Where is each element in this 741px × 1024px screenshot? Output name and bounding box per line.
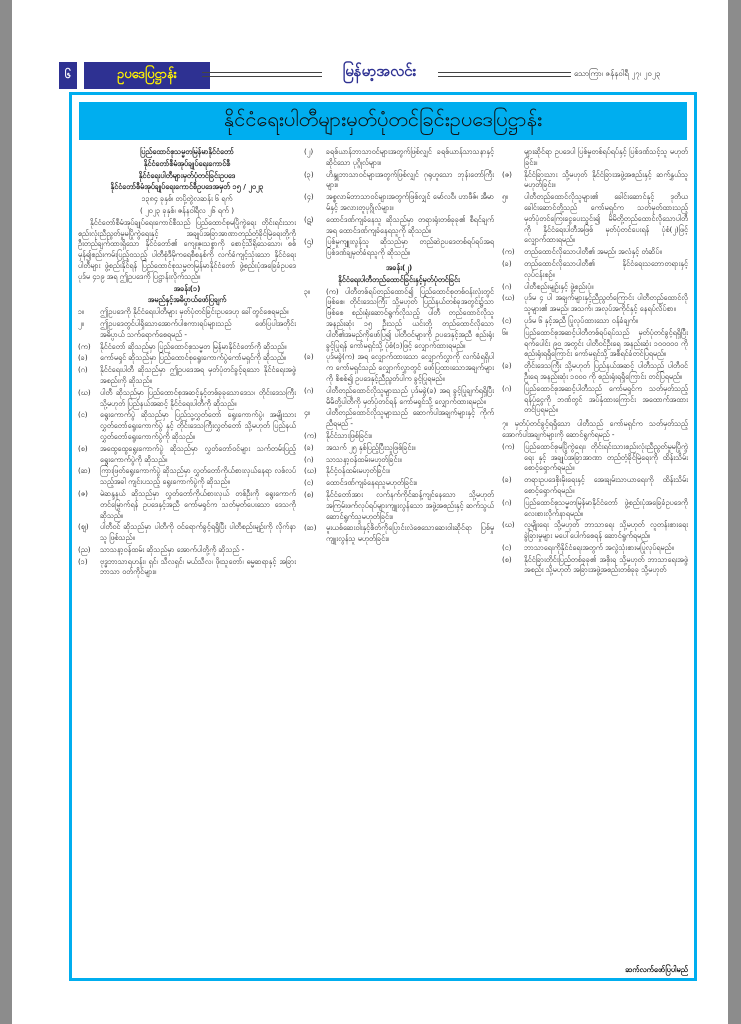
clause-text: ပါတီ ဆိုသည်မှာ ပြည်ထောင်စုအဆင့်နှင့်တစ်ခုခုသောဒေသ၊ တိုင်းဒေသကြီး သို့မဟုတ် ပြည်နယ်အဆင့် နိုင်ငံရေးပါတီကို ဆိုသည်။ [100, 387, 296, 408]
heading-line: ( ၂၀၂၃ ခုနှစ်၊ ဇန်နဝါရီလ ၂၆ ရက် ) [140, 205, 234, 215]
section-label: ဥပဒေပြဋ္ဌာန်း [84, 62, 210, 89]
clause-item [502, 247, 688, 258]
chapter-title: နိုင်ငံရေးပါတီတည်ထောင်ခြင်းနှင့်မှတ်ပုံတင်ခြင်း [338, 274, 460, 284]
heading-line: နိုင်ငံရေးပါတီများမှတ်ပုံတင်ခြင်းဥပဒေ [138, 170, 236, 180]
clause-item [502, 316, 688, 327]
clause-number: (ဋ) [304, 214, 314, 224]
clause-text: နိုင်ငံခြားသား သို့မဟုတ် နိုင်ငံခြားအဖွဲ့အစည်းနှင့် ဆက်နွှယ်သူ မဟုတ်ခြင်း။ [524, 169, 688, 190]
clause-item [78, 319, 296, 341]
preamble: နိုင်ငံတော်စီမံအုပ်ချုပ်ရေးကောင်စီသည် ပြည်ထောင်စုမပြိုကွဲရေး တိုင်းရင်းသားစည်းလုံးညီညွတ်မှုမပြိုကွဲရေးနှင့် အချုပ်အခြာအာဏာတည်တံ့ခိုင်မြဲရေးတို့ကို ဦးတည်ချက်ထားရှိသော နိုင်ငံတော်၏ ကျေးဇူးသစ္စာကို စောင့်သိရိုသေသော၊ စစ်မှန်၍စည်းကမ်းပြည့်ဝသည့် ပါတီစုံဒီမိုကရေစီစနစ်ကို လက်ခံကျင့်သုံးသော နိုင်ငံရေးပါတီများ ဖွဲ့စည်းနိုင်ရန် ပြည်ထောင်စုသမ္မတမြန်မာနိုင်ငံတော် ဖွဲ့စည်းပုံအခြေခံဥပဒေပုဒ်မ ၄၁၉ အရ ဤဥပဒေကို ပြဋ္ဌာန်းလိုက်သည်။ [78, 217, 296, 281]
clause-text: ပုဒ်မခွဲ(က) အရ လျှောက်ထားသော လျှောက်လွှာကို လက်ခံရရှိပါက ကော်မရှင်သည် လျှောက်လွှာတွင် ဖော်ပြထားသောအချက်များကို စိစစ်၍ ဥပဒေနှင့်ညီညွတ်ပါက ခွင့်ပြုရမည်။ [326, 352, 494, 383]
clause-number: (က) [502, 247, 515, 257]
clause-text: မူးယစ်ဆေးဝါးနှင့်စိတ်ကိုပြောင်းလဲစေသောဆေးဝါးဆိုင်ရာ ပြစ်မှုကျူးလွန်သူ မဟုတ်ခြင်း။ [326, 523, 494, 544]
clause-text: ရွေးကောက်ပွဲ ဆိုသည်မှာ ပြည်သူ့လွှတ်တော် ရွေးကောက်ပွဲ၊ အမျိုးသားလွှတ်တော်ရွေးကောက်ပွဲ နှင့် တိုင်းဒေသကြီးလွှတ်တော် သို့မဟုတ် ပြည်နယ်လွှတ်တော်ရွေးကောက်ပွဲကို ဆိုသည်။ [100, 410, 296, 441]
clause-item [78, 307, 296, 318]
clause-number: (င) [78, 410, 88, 420]
clause-item [502, 555, 688, 577]
clause-text: ဤဥပဒေကို နိုင်ငံရေးပါတီများ မှတ်ပုံတင်ခြင်းဥပဒေဟု ခေါ်တွင်စေရမည်။ [100, 307, 289, 317]
clause-number: (ဈ) [78, 522, 89, 532]
clause-number: (စ) [78, 443, 88, 453]
clause-number: (က) [502, 441, 515, 451]
clause-text: မဲဆန္ဒနယ် ဆိုသည်မှာ လွှတ်တော်ကိုယ်စားလှယ် တစ်ဦးကို ရွေးကောက်တင်မြှောက်ရန် ဥပဒေနှင့်အညီ ကော်မရှင်က သတ်မှတ်ပေးသော ဒေသကို ဆိုသည်။ [100, 488, 296, 520]
clause-item [304, 408, 494, 430]
clause-item [502, 192, 688, 246]
heading-line: ၁၃၈၄ ခုနှစ်၊ တပို့တွဲလဆန်း ၆ ရက် [141, 194, 233, 204]
clause-item [304, 490, 494, 522]
clause-number: (ခ) [304, 442, 314, 452]
clause-item [304, 170, 494, 192]
clause-number: (ဂ) [304, 385, 314, 395]
clause-text: (က) ပါတီတစ်ရပ်တည်ထောင်၍ ပြည်ထောင်စုတစ်ဝန်းလုံးတွင်ဖြစ်စေ၊ တိုင်းဒေသကြီး သို့မဟုတ် ပြည်နယ်တစ်ခုအတွင်း၌သာဖြစ်စေ စည်းရုံးဆောင်ရွက်လိုသည့် ပါတီ တည်ထောင်လိုသူ အနည်းဆုံး ၁၅ ဦးသည် ယင်းတို့ တည်ထောင်လိုသော ပါတီ၏အမည်ကိုဖော်ပြ၍ ပါတီဝင်များကို ဥပဒေနှင့်အညီ စည်းရုံးခွင့်ပြုရန် ကော်မရှင်သို့ ပုံစံ(၁)ဖြင့် လျှောက်ထားရမည်။ [326, 286, 494, 350]
clause-item [78, 388, 296, 410]
clause-item [502, 442, 688, 474]
column-3 [502, 147, 688, 972]
clause-number: (ခ) [502, 258, 512, 268]
clause-number: (ဂ) [502, 383, 512, 393]
heading-line: နိုင်ငံတော်စီမံအုပ်ချုပ်ရေးကောင်စီ [143, 158, 231, 168]
clause-item [78, 342, 296, 353]
clause-item [502, 475, 688, 497]
clause-number: ၄။ [304, 408, 311, 418]
chapter-title: အမည်နှင့်အဓိပ္ပာယ်ဖော်ပြချက် [147, 295, 227, 305]
clause-text: ထောင်ဒဏ်ကျခံနေသူ ဆိုသည်မှာ တရားရုံးတစ်ခုခု၏ စီရင်ချက်အရ ထောင်ဒဏ်ကျခံနေရသူကို ဆိုသည်။ [326, 214, 494, 235]
clause-item [304, 523, 494, 545]
page-number: ၆ [59, 62, 77, 89]
clause-item [78, 545, 296, 556]
clause-item [502, 293, 688, 315]
clause-item [78, 522, 296, 544]
clause-intro: ၇။ မှတ်ပုံတင်ခွင့်ရရှိသော ပါတီသည် ကော်မရှင်က သတ်မှတ်သည့် အောက်ပါအချက်များကို ဆောင်ရွက်ရမည် - [502, 419, 688, 439]
clause-text: နိုင်ငံခြားတိုင်းပြည်တစ်ခုခု၏ အစိုးရ သို့မဟုတ် ဘာသာရေးအဖွဲ့အစည်း သို့မဟုတ် အခြားအဖွဲ့အစည်းတစ်ခုခု သို့မဟုတ် [524, 554, 688, 575]
header-rule [438, 72, 571, 77]
clause-number: (ခ) [78, 353, 88, 363]
clause-text: ပြစ်မှုကျူးလွန်သူ ဆိုသည်မှာ တည်ဆဲဥပဒေတစ်ရပ်ရပ်အရ ပြစ်ဒဏ်ချမှတ်ခံရသူကို ဆိုသည်။ [326, 237, 494, 258]
clause-item [304, 443, 494, 454]
clause-item [502, 543, 688, 554]
newspaper-name: မြန်မာ့အလင်း [342, 62, 417, 80]
clause-number: (ခ) [502, 475, 512, 485]
clause-item [502, 282, 688, 293]
clause-text: ပြည်ထောင်စုမပြိုကွဲရေး၊ တိုင်းရင်းသားစည်းလုံးညီညွတ်မှုမပြိုကွဲရေး နှင့် အချုပ်အခြာအာဏာ တည်တံ့ခိုင်မြဲရေးကို ထိန်းသိမ်းစောင့်ရှောက်ရမည်။ [524, 441, 688, 473]
clause-item [502, 520, 688, 542]
clause-text: တည်ထောင်လိုသောပါတီ၏ နိုင်ငံရေးသဘောတရားနှင့် လုပ်ငန်းစဉ်။ [524, 258, 688, 279]
clause-item [502, 498, 688, 520]
clause-item [304, 431, 494, 442]
clause-text: လူမျိုးရေး သို့မဟုတ် ဘာသာရေး သို့မဟုတ် လူတန်းစားရေး ခွဲခြားမှုများ မပေါ်ပေါက်စေရန် ဆောင်ရွက်ရမည်။ [524, 520, 688, 541]
clause-number: (ဌ) [304, 237, 314, 247]
clause-number: (ဂ) [502, 497, 512, 507]
clause-number: (စ) [304, 489, 314, 499]
clause-number: (ဃ) [78, 387, 91, 397]
clause-item [78, 466, 296, 488]
clause-item [78, 365, 296, 387]
clause-text: နိုင်ငံရေးပါတီ ဆိုသည်မှာ ဤဥပဒေအရ မှတ်ပုံတင်ခွင့်ရသော နိုင်ငံရေးအဖွဲ့အစည်းကို ဆိုသည်။ [100, 365, 296, 385]
clause-item [502, 147, 688, 169]
clause-number: (င) [502, 315, 512, 325]
heading-line: ပြည်ထောင်စုသမ္မတမြန်မာနိုင်ငံတော် [140, 147, 234, 156]
clause-number: (၃) [304, 169, 314, 179]
clause-text: သာသနာ့ဝန်ထမ်း ဆိုသည်မှာ အောက်ပါတို့ကို ဆိုသည် - [100, 544, 245, 554]
clause-item [304, 478, 494, 489]
clause-text: နိုင်ငံ့ဝန်ထမ်းမဟုတ်ခြင်း။ [326, 466, 390, 476]
clause-item [304, 147, 494, 169]
chapter-number: အခန်း(၂) [385, 262, 413, 272]
clause-text: ပုဒ်မ ၄ ပါ အချက်များနှင့်ညီညွတ်ကြောင်း ပါတီတည်ထောင်လိုသူများ၏ အမည်၊ အသက်၊ အလုပ်အကိုင်နှင့် နေရပ်လိပ်စာ။ [524, 293, 688, 314]
clause-text: အစ္စလာမ်ဘာသာဝင်များအတွက်ဖြစ်လျှင် မော်လဝီ၊ ဟာဖီဇ်၊ အီမာမ်နှင့် အလားတူပုဂ္ဂိုလ်များ။ [326, 192, 494, 212]
clause-text: ပါတီစည်းမျဉ်းနှင့် ဖွဲ့စည်းပုံ။ [524, 281, 594, 291]
clause-number: (ည) [78, 544, 91, 554]
clause-number: (င) [502, 542, 512, 552]
clause-number: (၂) [304, 147, 314, 156]
clause-item [304, 352, 494, 384]
clause-item [502, 328, 688, 360]
clause-text: ပါတီတည်ထောင်လိုသူများသည် ပုဒ်မခွဲ(ခ) အရ ခွင့်ပြုချက်ရရှိပြီး မိမိတို့ပါတီကို မှတ်ပုံတင်ရန် ကော်မရှင်သို့ လျှောက်ထားရမည်။ [326, 385, 494, 406]
clause-text: ပါတီတည်ထောင်လိုသူများ၏ ခေါင်းဆောင်နှင့် ဒုတိယခေါင်းဆောင်တို့သည် ကော်မရှင်က သတ်မှတ်ထားသည့် မှတ်ပုံတင်ကြေးငွေပေးသွင်း၍ မိမိတို့တည်ထောင်လိုသောပါတီကို နိုင်ငံရေးပါတီအဖြစ် မှတ်ပုံတင်ပေးရန် ပုံစံ(၂)ဖြင့် လျှောက်ထားရမည်။ [524, 192, 688, 245]
clause-number: (ဆ) [78, 466, 91, 476]
clause-text: အသက် ၂၅ နှစ်ပြည့်ပြီးသူဖြစ်ခြင်း။ [326, 442, 416, 452]
chapter-number: အခန်း(၁) [173, 283, 201, 293]
clause-number: (စ) [502, 554, 512, 564]
article-title: နိုင်ငံရေးပါတီများမှတ်ပုံတင်ခြင်းဥပဒေပြဋ္ဌာန်း [79, 102, 687, 140]
clause-text: ပါတီတည်ထောင်လိုသူများသည် ဆောက်ပါအချက်များနှင့် ကိုက်ညီရမည် - [326, 408, 494, 429]
clause-text: ပြည်ထောင်စုသမ္မတမြန်မာနိုင်ငံတော် ဖွဲ့စည်းပုံအခြေခံဥပဒေကို လေးစားလိုက်နာရမည်။ [524, 497, 688, 518]
clause-text: ကော်မရှင် ဆိုသည်မှာ ပြည်ထောင်စုရွေးကောက်ပွဲကော်မရှင်ကို ဆိုသည်။ [100, 353, 287, 363]
clause-text: ဘာသာရေးကိုနိုင်ငံရေးအတွက် အလွဲသုံးစားမပြုလုပ်ရမည်။ [524, 542, 674, 552]
clause-number: (ဂ) [78, 365, 88, 375]
column-1 [78, 147, 296, 972]
clause-text: ခရစ်ယာန်ဘာသာဝင်များအတွက်ဖြစ်လျှင် ခရစ်ယာန်သာသနာနှင့်ဆိုင်သော ပုဂ္ဂိုလ်များ။ [326, 147, 494, 167]
clause-number: (ဇ) [502, 169, 512, 179]
clause-text: ပုဒ်မ ၆ နှင့်အညီ ပြုလုပ်ထားသော ဝန်ခံချက်။ [524, 315, 638, 325]
clause-text: သာသနာ့ဝန်ထမ်းမဟုတ်ခြင်း။ [326, 454, 402, 464]
header-rule [202, 72, 322, 77]
clause-number: (က) [78, 341, 91, 351]
clause-item [78, 410, 296, 442]
clause-number: (က) [304, 430, 317, 440]
clause-item [304, 386, 494, 408]
clause-text: နိုင်ငံတော် ဆိုသည်မှာ ပြည်ထောင်စုသမ္မတ မြန်မာနိုင်ငံတော်ကို ဆိုသည်။ [100, 341, 287, 351]
clause-number: (ဂ) [304, 454, 314, 464]
clause-item [78, 444, 296, 466]
clause-text: ဟိန္ဒူဘာသာဝင်များအတွက်ဖြစ်လျှင် ဂုရုဟူသော ဘုန်းတော်ကြီးများ။ [326, 169, 494, 190]
clause-number: (၄) [304, 192, 314, 202]
clause-text: ပါတီဝင် ဆိုသည်မှာ ပါတီကို ဝင်ရောက်ခွင့်ရရှိပြီး ပါတီစည်းမျဉ်းကို လိုက်နာသူ ဖြစ်သည်။ [100, 522, 296, 543]
clause-number: ၂။ [78, 318, 84, 328]
heading-line: နိုင်ငံတော်စီမံအုပ်ချုပ်ရေးကောင်စီဥပဒေအမှတ် ၁၅ / ၂၀၂၃ [110, 182, 264, 192]
clause-text: တရားဥပဒေစိုးမိုးရေးနှင့် အေးချမ်းသာယာရေးကို ထိန်းသိမ်းစောင့်ရှောက်ရမည်။ [524, 475, 688, 495]
clause-text: ဗုဒ္ဓဘာသာရဟန်း၊ ရှင်၊ သီလရှင်၊ မယ်သီလ၊ ဖိုးသူတော်၊ ဓမ္မဆရာနှင့် အခြားဘာသာ ဝတ်ကိုင်များ။ [100, 556, 296, 577]
clause-item [304, 192, 494, 214]
clause-item [502, 170, 688, 192]
clause-number: (င) [304, 478, 314, 488]
clause-number: (ဆ) [304, 523, 317, 533]
clause-number: (ခ) [304, 352, 314, 362]
clause-item [304, 237, 494, 259]
clause-text: ပြည်ထောင်စုအဆင့်ပါတီသည် ကော်မရှင်က သတ်မှတ်သည့် ရန်ပုံငွေကို ဘဏ်တွင် အပ်နှံထားကြောင်း အထောက်အထားတင်ပြရမည်။ [524, 383, 688, 415]
clause-number: (ဃ) [502, 293, 515, 303]
clause-text: ကြားဖြတ်ရွေးကောက်ပွဲ ဆိုသည်မှာ လွှတ်တော်ကိုယ်စားလှယ်နေရာ လစ်လပ်သည့်အခါ ကျင်းပသည့် ရွေးကောက်ပွဲကို ဆိုသည်။ [100, 466, 296, 487]
clause-number: (ဃ) [502, 520, 515, 530]
clause-item [502, 259, 688, 281]
column-2 [304, 147, 494, 972]
clause-item [78, 489, 296, 521]
clause-item [502, 384, 688, 416]
newspaper-page [12, 0, 728, 1024]
clause-number: ၁။ [78, 307, 85, 317]
clause-text: အထွေထွေရွေးကောက်ပွဲ ဆိုသည်မှာ လွှတ်တော်ဝင်များ သက်တမ်းပြည့်ရွေးကောက်ပွဲကို ဆိုသည်။ [100, 443, 296, 464]
clause-text: နိုင်ငံတော်အား လက်နက်ကိုင်ဆန့်ကျင်နေသော သို့မဟုတ် အကြမ်းဖက်လုပ်ရပ်များကျူးလွန်သော အဖွဲ့အစည်းနှင့် ဆက်သွယ်ဆောင်ရွက်သူမဟုတ်ခြင်း။ [326, 489, 494, 521]
clause-number: (ဇ) [78, 488, 88, 498]
clause-item [502, 361, 688, 383]
clause-number: ၅။ [502, 192, 509, 202]
clause-item [78, 557, 296, 579]
clause-item [304, 287, 494, 352]
clause-text: ပြည်ထောင်စုအဆင့်ပါတီတစ်ရပ်ရပ်သည် မှတ်ပုံတင်ခွင့်ရရှိပြီး ရက်ပေါင်း ၉၀ အတွင်း ပါတီဝင်ဦးရေ အနည်းဆုံး ၁၀၀၀၀၀ ကို စည်းရုံးရရှိကြောင်း ကော်မရှင်သို့ အစီရင်ခံတင်ပြရမည်။ [524, 327, 688, 359]
clause-item [78, 353, 296, 364]
clause-number: (ဃ) [304, 466, 317, 476]
clause-item [304, 455, 494, 466]
clause-number: (ဂ) [502, 281, 512, 291]
clause-number: ၃။ [304, 286, 311, 296]
clause-number: (၁) [78, 556, 88, 566]
clause-text: များဆိုင်ရာ ဥပဒေပါ ပြစ်မှုတစ်ရပ်ရပ်နှင့် ပြစ်ဒဏ်သင့်သူ မဟုတ်ခြင်း။ [524, 147, 688, 167]
clause-item [304, 466, 494, 477]
clause-number [502, 147, 520, 169]
clause-number: (ခ) [502, 361, 512, 371]
clause-text: ဤဥပဒေတွင်ပါရှိသောအောက်ပါစကားရပ်များသည် ဖော်ပြပါအတိုင်း အဓိပ္ပာယ် သက်ရောက်စေရမည် - [100, 318, 296, 339]
issue-date: သောကြာ၊ ဇန်နဝါရီ ၂၇၊ ၂၀၂၃ [574, 69, 661, 78]
clause-number: ၆။ [502, 327, 509, 337]
article-frame [69, 92, 697, 981]
clause-text: တိုင်းဒေသကြီး သို့မဟုတ် ပြည်နယ်အဆင့် ပါတီသည် ပါတီဝင်ဦးရေ အနည်းဆုံး ၁၀၀၀ ကို စည်းရုံးရရှိကြောင်း တင်ပြရမည်။ [524, 361, 688, 381]
clause-text: နိုင်ငံသားဖြစ်ခြင်း။ [326, 430, 373, 440]
clause-text: ထောင်ဒဏ်ကျခံနေရသူမဟုတ်ခြင်း။ [326, 478, 418, 488]
continued-note: ဆက်လက်ဖော်ပြပါမည် [619, 965, 688, 976]
clause-text: တည်ထောင်လိုသောပါတီ၏ အမည်၊ အလံနှင့် တံဆိပ်။ [524, 247, 662, 257]
clause-item [304, 215, 494, 237]
